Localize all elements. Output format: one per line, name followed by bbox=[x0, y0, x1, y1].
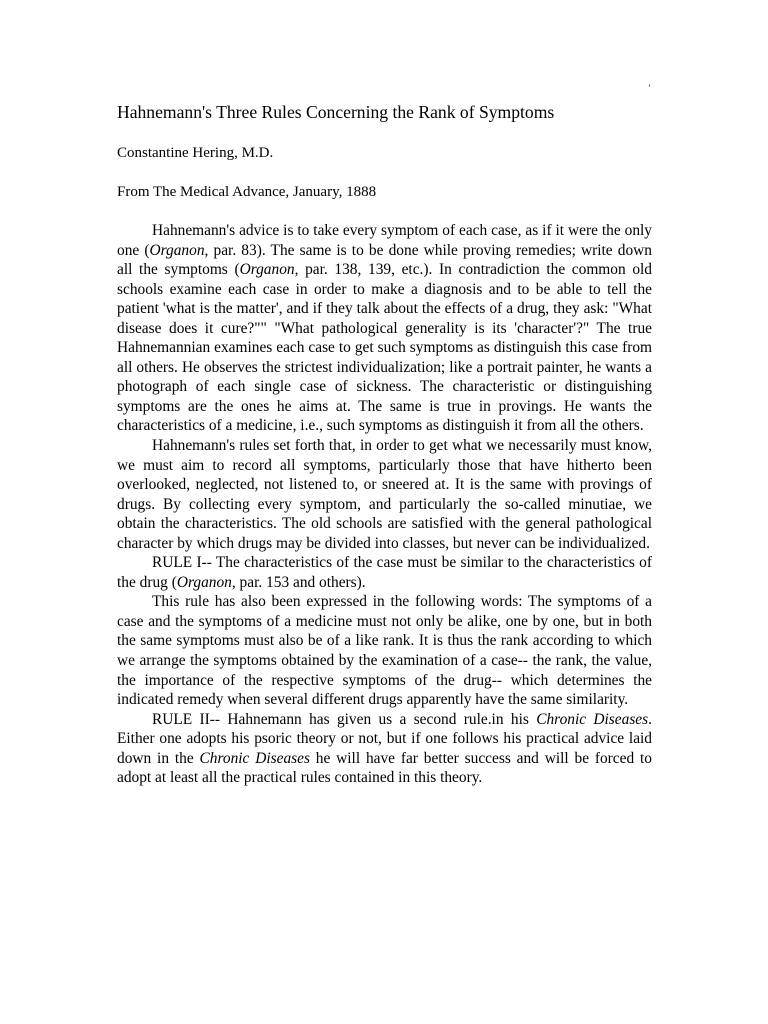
p3-text-b: , par. 153 and others). bbox=[231, 573, 366, 591]
p5-text-b: . Either one adopts his psoric theory or not, but if one follows his practical advice laid down in the bbox=[117, 710, 652, 767]
p1-organon-ref-2: Organon bbox=[239, 261, 295, 279]
p3-text-a: RULE I-- The characteristics of the case must be similar to the characteristics of the drug ( bbox=[117, 554, 652, 591]
paragraph-1 bbox=[117, 221, 652, 436]
p1-organon-ref-1: Organon bbox=[149, 241, 205, 259]
article-body bbox=[117, 221, 652, 788]
p5-text-c: he will have far better success and will be forced to adopt at least all the practical rules contained in this theory. bbox=[117, 749, 652, 787]
p3-organon-ref: Organon bbox=[176, 573, 232, 591]
p5-text-a: RULE II-- Hahnemann has given us a second rule.in his bbox=[152, 710, 537, 728]
document-title: Hahnemann's Three Rules Concerning the Rank of Symptoms bbox=[117, 102, 555, 122]
paragraph-2: Hahnemann's rules set forth that, in order to get what we necessarily must know, we must aim to record all symptoms, particularly those that have hitherto been overlooked, neglected, not listened to, or sneered at. It is the same with provings of drugs. By collecting every symptom, and particularly the so-called minutiae, we obtain the characteristics. The old schools are satisfied with the general pathological character by which drugs may be divided into classes, but never can be individualized. bbox=[117, 437, 652, 552]
author-line: Constantine Hering, M.D. bbox=[117, 145, 274, 161]
p5-chronic-ref-1: Chronic Diseases bbox=[536, 710, 649, 728]
p1-text-c: , par. 138, 139, etc.). In contradiction the common old schools examine each case in order to make a diagnosis and to be able to tell the patient 'what is the matter', and if they talk about the effects of a drug, they ask: "What disease does it cure?"" "What pathological generality is its 'character'?" The true Hahnemannian examines each case to get such symptoms as distinguish this case from all others. He observes the strictest individualization; like a portrait painter, he wants a photograph of each single case of sickness. The characteristic or distinguishing symptoms are the ones he aims at. The same is true in provings. He wants the characteristics of a medicine, i.e., such symptoms as distinguish it from all the others. bbox=[117, 261, 652, 435]
paragraph-rule-2 bbox=[117, 710, 652, 788]
paragraph-4: This rule has also been expressed in the following words: The symptoms of a case and the symptoms of a medicine must not only be alike, one by one, but in both the same symptoms must also be of a like rank. It is thus the rank according to which we arrange the symptoms obtained by the examination of a case-- the rank, the value, the importance of the respective symptoms of the drug-- which determines the indicated remedy when several different drugs apparently have the same similarity. bbox=[117, 593, 652, 709]
p1-text-a: Hahnemann's advice is to take every symptom of each case, as if it were the only one ( bbox=[117, 222, 652, 259]
source-line: From The Medical Advance, January, 1888 bbox=[117, 184, 377, 200]
p5-chronic-ref-2: Chronic Diseases bbox=[199, 749, 310, 767]
p1-text-b: , par. 83). The same is to be done while proving remedies; write down all the symptoms ( bbox=[117, 241, 652, 279]
corner-mark: ’ bbox=[648, 83, 651, 93]
paragraph-rule-1 bbox=[117, 553, 652, 592]
